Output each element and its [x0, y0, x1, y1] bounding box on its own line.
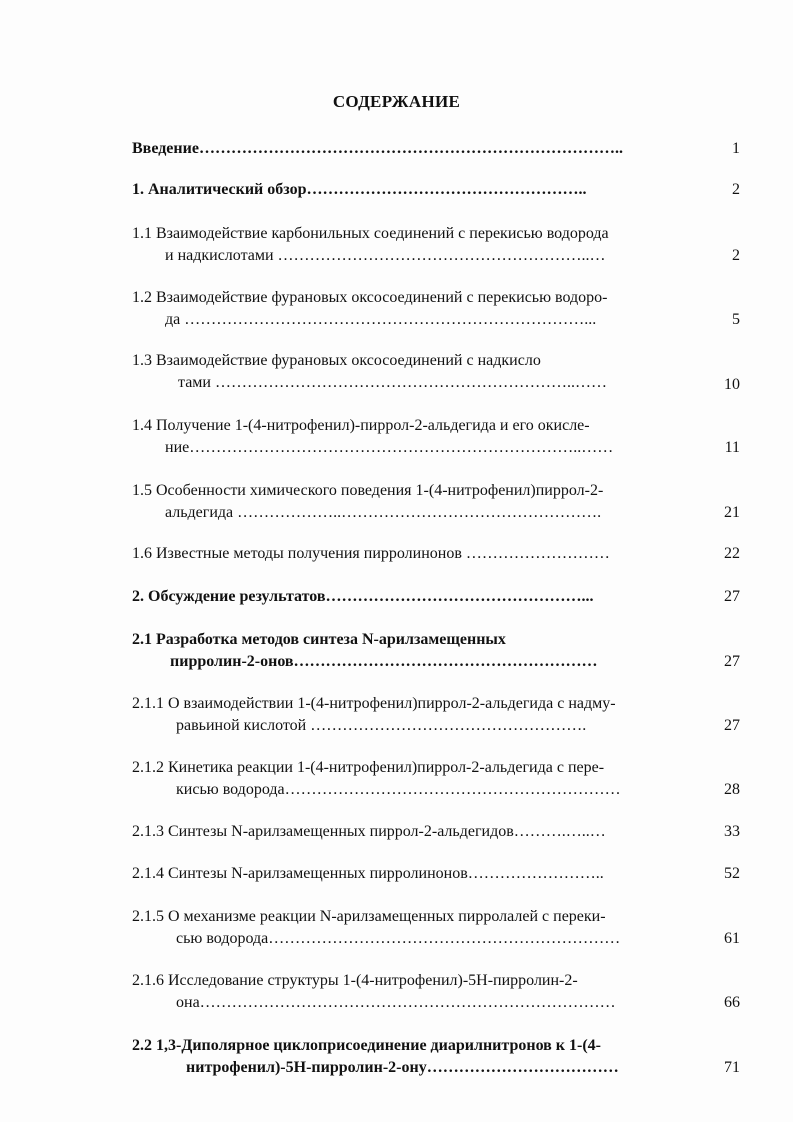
toc-page-number: 27 [724, 717, 740, 734]
toc-page-number: 27 [724, 653, 740, 670]
toc-entry-text-continued: сью водорода………………………………………………………… [176, 930, 621, 947]
toc-page-number: 10 [724, 376, 740, 393]
toc-entry-text-continued: пирролин-2-онов………………………………………………… [170, 653, 598, 670]
toc-entry-text: 2.1 Разработка методов синтеза N-арилзамещенных [132, 631, 506, 648]
toc-page-number: 27 [724, 588, 740, 605]
toc-entry-text: 2.1.2 Кинетика реакции 1-(4-нитрофенил)пиррол-2-альдегида с пере- [132, 759, 605, 776]
toc-page-number: 71 [724, 1059, 740, 1076]
toc-entry-text-continued: и надкислотами …………………………………………………..… [165, 247, 606, 264]
toc-entry-text: 2. Обсуждение результатов…………………………………………... [132, 588, 594, 605]
toc-entry-text: 1.2 Взаимодействие фурановых оксосоединений с перекисью водоро- [132, 289, 608, 306]
toc-entry-text-continued: да …………………………………………………………………... [165, 311, 597, 328]
toc-entry-text-continued: тами …………………………………………………………..…… [178, 374, 607, 391]
toc-entry-text: 1.4 Получение 1-(4-нитрофенил)-пиррол-2-альдегида и его окисле- [132, 417, 590, 434]
toc-page-number: 28 [724, 781, 740, 798]
toc-entry-text: 1. Аналитический обзор…………………………………………….. [132, 181, 587, 198]
toc-entry-text-continued: она…………………………………………………………………… [176, 994, 616, 1011]
toc-entry-text: 2.1.3 Синтезы N-арилзамещенных пиррол-2-альдегидов……….…..… [132, 823, 606, 840]
toc-entry-text: 1.6 Известные методы получения пирролинонов ……………………… [132, 545, 610, 562]
toc-entry-text-continued: нитрофенил)-5Н-пирролин-2-ону……………………………… [186, 1059, 619, 1076]
toc-entry-text: 2.1.4 Синтезы N-арилзамещенных пирролинонов…………………….. [132, 865, 604, 882]
toc-page-number: 2 [732, 181, 740, 198]
toc-page-number: 66 [724, 994, 740, 1011]
toc-page-number: 11 [724, 439, 740, 456]
toc-entry-text: 1.1 Взаимодействие карбонильных соединений с перекисью водорода [132, 225, 609, 242]
toc-page-number: 2 [732, 247, 740, 264]
toc-entry-text-continued: альдегида ………………..…………………………………………. [165, 504, 602, 521]
toc-page-number: 21 [724, 504, 740, 521]
toc-entry-text-continued: ние………………………………………………………………..…… [165, 439, 614, 456]
toc-entry-text: 2.1.5 О механизме реакции N-арилзамещенных пирролалей с переки- [132, 908, 606, 925]
toc-page-number: 33 [724, 823, 740, 840]
toc-entry-text-continued: кисью водорода……………………………………………………… [176, 781, 621, 798]
toc-entry-text-continued: равьиной кислотой ……………………………………………. [176, 717, 587, 734]
toc-page-number: 5 [732, 311, 740, 328]
toc-entry-text: Введение…………………………………………………………………….. [132, 140, 623, 157]
toc-page-number: 1 [732, 140, 740, 157]
toc-entry-text: 1.3 Взаимодействие фурановых оксосоединений с надкисло [132, 352, 541, 369]
toc-entry-text: 2.2 1,3-Диполярное циклоприсоединение диарилнитронов к 1-(4- [132, 1037, 602, 1054]
toc-entry-text: 2.1.6 Исследование структуры 1-(4-нитрофенил)-5Н-пирролин-2- [132, 972, 578, 989]
toc-page-number: 52 [724, 865, 740, 882]
toc-page-number: 61 [724, 930, 740, 947]
toc-entry-text: 1.5 Особенности химического поведения 1-(4-нитрофенил)пиррол-2- [132, 482, 604, 499]
toc-page-number: 22 [724, 545, 740, 562]
page-title: СОДЕРЖАНИЕ [332, 92, 461, 111]
toc-entry-text: 2.1.1 О взаимодействии 1-(4-нитрофенил)пиррол-2-альдегида с надму- [132, 695, 616, 712]
